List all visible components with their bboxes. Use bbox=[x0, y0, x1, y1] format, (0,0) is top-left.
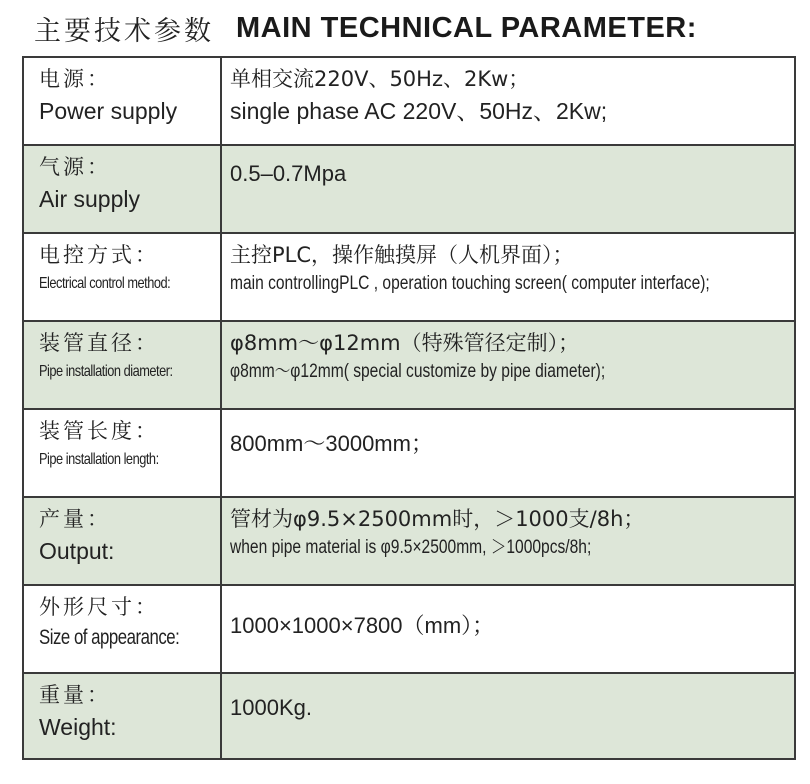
table-row-pipe-diameter bbox=[24, 322, 794, 410]
value-text: 1000×1000×7800（mm）； bbox=[230, 613, 495, 638]
table-row-air-supply bbox=[24, 146, 794, 234]
spec-table bbox=[22, 56, 796, 760]
label-en: Air supply bbox=[39, 186, 140, 212]
label-zh: 外形尺寸： bbox=[39, 595, 159, 619]
value-cell bbox=[222, 322, 794, 408]
label-zh: 重量： bbox=[39, 683, 111, 707]
value-cell bbox=[222, 234, 794, 320]
label-zh: 电控方式： bbox=[39, 243, 159, 267]
value-en: when pipe material is φ9.5×2500mm, ＞1000pcs/8h; bbox=[230, 537, 592, 558]
label-en: Pipe installation diameter: bbox=[39, 363, 173, 380]
label-cell bbox=[24, 322, 222, 408]
label-zh: 装管直径： bbox=[39, 331, 159, 355]
label-zh: 气源： bbox=[39, 155, 111, 179]
label-zh: 产量： bbox=[39, 507, 111, 531]
label-cell bbox=[24, 234, 222, 320]
value-cell bbox=[222, 146, 794, 232]
table-row-pipe-length bbox=[24, 410, 794, 498]
label-cell bbox=[24, 410, 222, 496]
label-cell bbox=[24, 586, 222, 672]
value-text: 1000Kg. bbox=[230, 695, 312, 720]
value-text: 800mm～3000mm； bbox=[230, 431, 433, 456]
table-row-power-supply bbox=[24, 58, 794, 146]
value-zh: 主控PLC，操作触摸屏（人机界面）； bbox=[230, 243, 574, 267]
label-zh: 电源： bbox=[39, 67, 111, 91]
page-title bbox=[34, 6, 697, 50]
label-cell bbox=[24, 674, 222, 758]
page-title-en: MAIN TECHNICAL PARAMETER: bbox=[236, 11, 697, 44]
label-cell bbox=[24, 498, 222, 584]
label-cell bbox=[24, 146, 222, 232]
table-row-output bbox=[24, 498, 794, 586]
label-en: Output: bbox=[39, 538, 115, 564]
value-cell bbox=[222, 410, 794, 496]
value-cell bbox=[222, 498, 794, 584]
label-en: Electrical control method: bbox=[39, 275, 171, 292]
value-en: single phase AC 220V、50Hz、2Kw; bbox=[230, 98, 608, 124]
value-zh: 管材为φ9.5×2500mm时，＞1000支/8h； bbox=[230, 507, 645, 531]
value-cell bbox=[222, 674, 794, 758]
label-zh: 装管长度： bbox=[39, 419, 159, 443]
value-zh: 单相交流220V、50Hz、2Kw； bbox=[230, 67, 530, 91]
label-en: Power supply bbox=[39, 98, 178, 124]
table-row-weight bbox=[24, 674, 794, 758]
value-en: main controllingPLC , operation touching screen( computer interface); bbox=[230, 273, 710, 294]
label-en: Size of appearance: bbox=[39, 626, 180, 649]
table-row-size bbox=[24, 586, 794, 674]
page-title-zh: 主要技术参数 bbox=[34, 15, 214, 47]
table-row-electrical-control bbox=[24, 234, 794, 322]
label-en: Pipe installation length: bbox=[39, 451, 159, 468]
value-cell bbox=[222, 586, 794, 672]
label-cell bbox=[24, 58, 222, 144]
label-en: Weight: bbox=[39, 714, 117, 740]
value-cell bbox=[222, 58, 794, 144]
value-en: φ8mm～φ12mm( special customize by pipe diameter); bbox=[230, 361, 606, 382]
value-zh: φ8mm～φ12mm（特殊管径定制）； bbox=[230, 331, 580, 355]
value-text: 0.5–0.7Mpa bbox=[230, 161, 347, 186]
